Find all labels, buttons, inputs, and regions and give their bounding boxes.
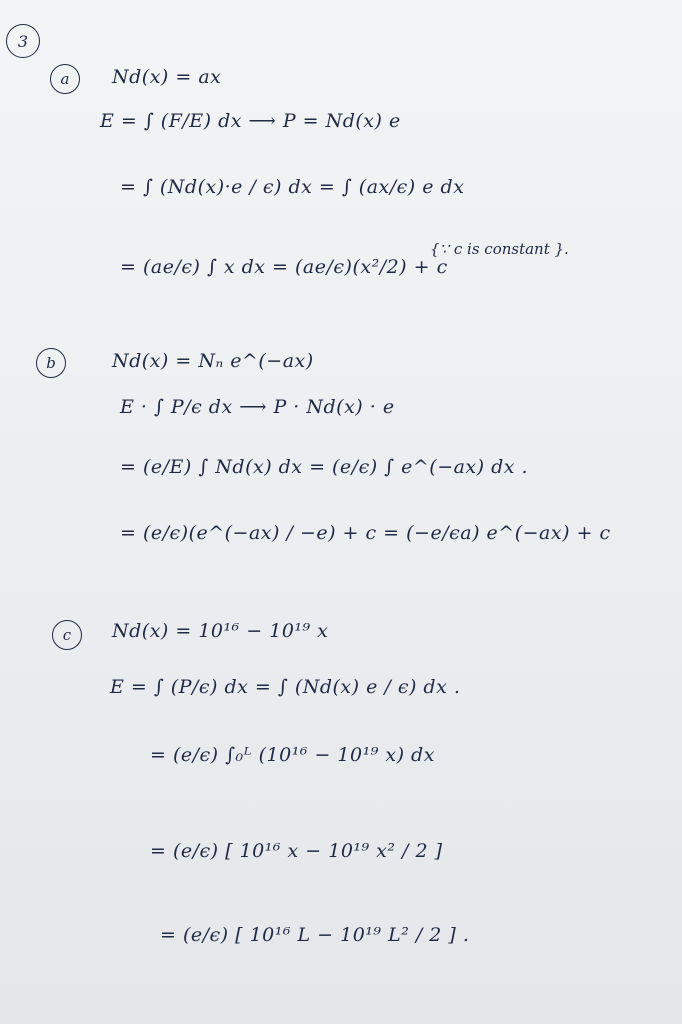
part-a-line-4: = (ae/ϵ) ∫ x dx = (ae/ϵ)(x²/2) + c	[120, 256, 448, 278]
part-c-line-4: = (e/ϵ) [ 10¹⁶ x − 10¹⁹ x² / 2 ]	[150, 840, 443, 862]
part-b-line-1: Nd(x) = Nₙ e^(−ax)	[112, 350, 314, 372]
part-b-label	[36, 348, 66, 378]
part-b-letter: b	[46, 354, 56, 372]
part-b-line-2: E · ∫ P/ϵ dx ⟶ P · Nd(x) · e	[120, 396, 395, 418]
problem-number	[6, 24, 40, 58]
part-c-line-1: Nd(x) = 10¹⁶ − 10¹⁹ x	[112, 620, 329, 642]
part-a-line-2: E = ∫ (F/E) dx ⟶ P = Nd(x) e	[100, 110, 401, 132]
part-a-line-1: Nd(x) = ax	[112, 66, 222, 88]
part-c-letter: c	[62, 626, 72, 644]
part-c-line-5: = (e/ϵ) [ 10¹⁶ L − 10¹⁹ L² / 2 ] .	[160, 924, 470, 946]
part-c-line-3: = (e/ϵ) ∫₀ᴸ (10¹⁶ − 10¹⁹ x) dx	[150, 744, 435, 766]
problem-number-text: 3	[17, 31, 29, 51]
part-b-line-4: = (e/ϵ)(e^(−ax) / −e) + c = (−e/ϵa) e^(−ax) + c	[120, 522, 611, 544]
part-a-note: {∵ c is constant }.	[430, 240, 569, 258]
part-a-line-3: = ∫ (Nd(x)·e / ϵ) dx = ∫ (ax/ϵ) e dx	[120, 176, 465, 198]
part-c-label	[52, 620, 82, 650]
part-a-letter: a	[60, 70, 70, 88]
part-c-line-2: E = ∫ (P/ϵ) dx = ∫ (Nd(x) e / ϵ) dx .	[110, 676, 461, 698]
part-b-line-3: = (e/E) ∫ Nd(x) dx = (e/ϵ) ∫ e^(−ax) dx .	[120, 456, 529, 478]
part-a-label	[50, 64, 80, 94]
